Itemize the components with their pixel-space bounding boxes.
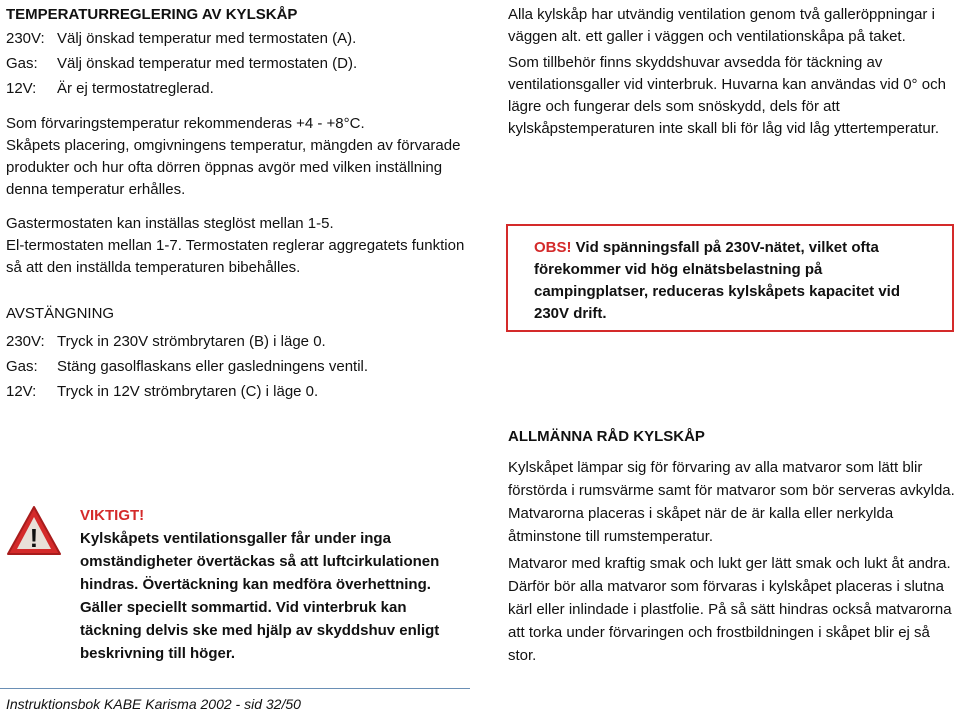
shutdown-heading: AVSTÄNGNING — [6, 305, 115, 322]
shutdown-text: Tryck in 12V strömbrytaren (C) i läge 0. — [57, 383, 319, 400]
shutdown-text: Stäng gasolflaskans eller gasledningens ventil. — [57, 358, 369, 375]
temperature-heading: TEMPERATURREGLERING AV KYLSKÅP — [6, 6, 298, 23]
mode-key: 12V: — [6, 80, 37, 97]
el-thermostat-text: El-termostaten mellan 1-7. Termostaten reglerar aggregatets funktion så att den inställda temperaturen bibehålles. — [6, 237, 465, 276]
warning-body: Kylskåpets ventilationsgaller får under inga omständigheter övertäckas så att luftcirkulationen hindras. Övertäckning kan medföra överhettning. Gäller speciellt sommartid. Vid vinterbruk kan täckning delvis ske med hjälp av skyddshuv enligt beskrivning till höger. — [80, 530, 440, 662]
footer-text: Instruktionsbok KABE Karisma 2002 - sid 32/50 — [6, 696, 301, 712]
advice-section — [508, 426, 956, 667]
mode-row-230v — [6, 26, 466, 51]
warning-text — [80, 505, 460, 665]
warning-triangle-icon — [6, 505, 62, 557]
shutdown-key: 12V: — [6, 383, 37, 400]
shutdown-key: 230V: — [6, 333, 45, 350]
left-column — [6, 4, 466, 404]
shutdown-row-230v — [6, 329, 466, 354]
shutdown-row-12v — [6, 379, 466, 404]
right-column — [508, 4, 956, 140]
storage-temp-text: Som förvaringstemperatur rekommenderas +4 - +8°C. — [6, 115, 365, 132]
shutdown-key: Gas: — [6, 358, 38, 375]
mode-text: Är ej termostatreglerad. — [57, 80, 214, 97]
mode-key: Gas: — [6, 55, 38, 72]
obs-box — [506, 224, 954, 332]
advice-paragraph-1: Kylskåpet lämpar sig för förvaring av alla matvaror som lätt blir förstörda i rumsvärme samt för matvaror som bör serveras avkylda. Matvarorna placeras i skåpet när de är kalla eller nerkylda åtminstone till rumstemperatur. — [508, 459, 955, 545]
mode-row-gas — [6, 51, 466, 76]
mode-key: 230V: — [6, 30, 45, 47]
shutdown-row-gas — [6, 354, 466, 379]
footer-divider — [0, 688, 470, 689]
mode-text: Välj önskad temperatur med termostaten (A). — [57, 30, 357, 47]
advice-heading: ALLMÄNNA RÅD KYLSKÅP — [508, 428, 705, 445]
mode-row-12v — [6, 76, 466, 101]
advice-paragraph-2: Matvaror med kraftig smak och lukt ger lätt smak och lukt åt andra. Därför bör alla matvaror som förvaras i kylskåpet placeras i slutna kärl eller inlindade i plastfolie. På så sätt hindras också matvarorna att torka under förvaringen och frostbildningen i skåpet blir ej så stor. — [508, 555, 952, 664]
mode-text: Välj önskad temperatur med termostaten (D). — [57, 55, 358, 72]
placement-text: Skåpets placering, omgivningens temperatur, mängden av förvarade produkter och hur ofta dörren öppnas avgör med vilken inställning denna temperatur erhålles. — [6, 137, 461, 198]
ventilation-text: Alla kylskåp har utvändig ventilation genom två galleröppningar i väggen alt. ett galler i väggen och ventilationskåpa på taket. — [508, 6, 935, 45]
obs-label: OBS! — [534, 239, 572, 256]
accessory-text: Som tillbehör finns skyddshuvar avsedda för täckning av ventilationsgaller vid vinterbruk. Huvarna kan användas vid 0° och lägre och fungerar dels som snöskydd, dels för att kylskåpstemperaturen inte skall bli för låg vid låg yttertemperatur. — [508, 54, 946, 137]
obs-text — [534, 237, 938, 325]
shutdown-text: Tryck in 230V strömbrytaren (B) i läge 0. — [57, 333, 326, 350]
obs-body: Vid spänningsfall på 230V-nätet, vilket ofta förekommer vid hög elnätsbelastning på campingplatser, reduceras kylskåpets kapacitet vid 230V drift. — [534, 239, 901, 322]
gas-thermostat-text: Gastermostaten kan inställas steglöst mellan 1-5. — [6, 215, 334, 232]
warning-glyph: ! — [29, 523, 39, 553]
warning-title: VIKTIGT! — [80, 507, 145, 524]
